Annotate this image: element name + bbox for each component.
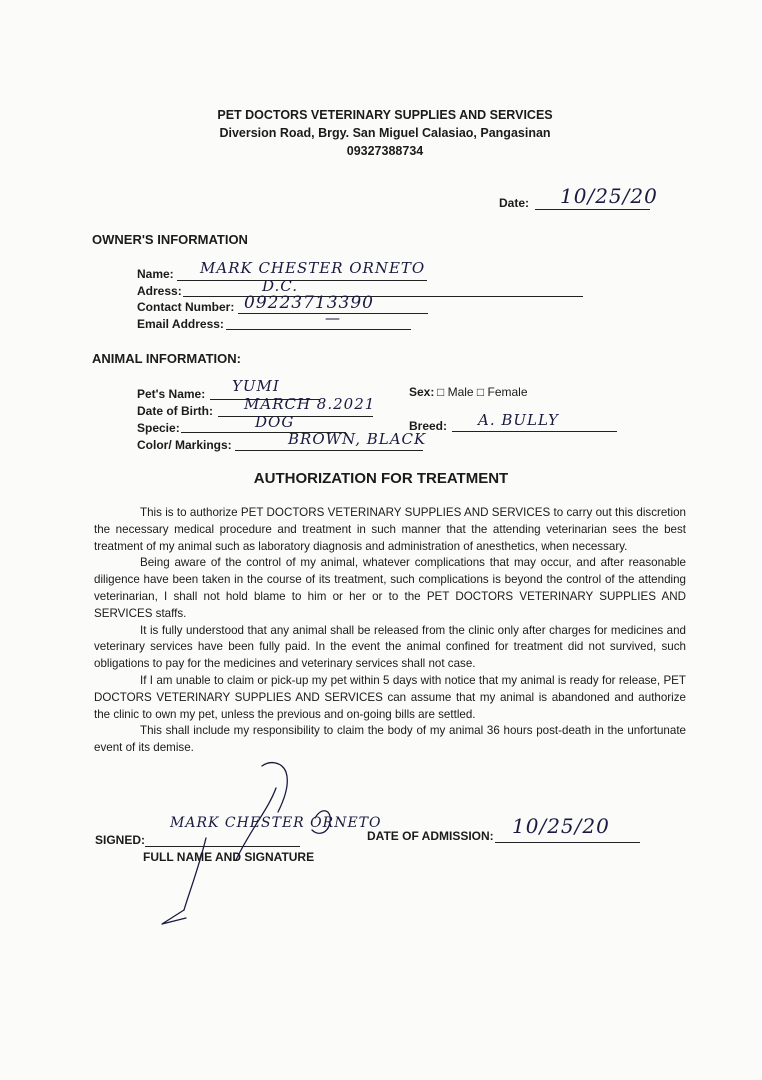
specie-value: DOG	[255, 413, 295, 431]
sex-options: □ Male □ Female	[437, 385, 528, 399]
business-phone: 09327388734	[346, 144, 424, 158]
specie-label: Specie:	[137, 421, 180, 435]
business-address: Diversion Road, Brgy. San Miguel Calasiao, Pangasinan	[219, 126, 551, 140]
color-label: Color/ Markings:	[137, 438, 232, 452]
owner-contact-value: 09223713390	[244, 293, 374, 313]
date-value: 10/25/20	[560, 184, 658, 208]
paragraph-2: Being aware of the control of my animal, whatever complications that may occur, and after reasonable diligence have been taken in the course of its treatment, such complications is beyond the control of the attending veterinarian, I shall not hold blame to him or her or to the PET DOCTORS VETERINARY SUPPLIES AND SERVICES staffs.	[94, 556, 686, 620]
owner-name-label: Name:	[137, 267, 174, 281]
dob-value: MARCH 8.2021	[244, 395, 376, 413]
color-value: BROWN, BLACK	[288, 430, 427, 448]
owner-email-value: —	[325, 309, 341, 327]
date-label: Date:	[499, 196, 530, 210]
pet-name-label: Pet's Name:	[137, 387, 206, 401]
owner-contact-label: Contact Number:	[137, 300, 235, 314]
dob-label: Date of Birth:	[137, 404, 213, 418]
sex-label: Sex:	[409, 385, 435, 399]
admission-label: DATE OF ADMISSION:	[367, 829, 494, 843]
breed-label: Breed:	[409, 419, 448, 433]
owner-info-title: OWNER'S INFORMATION	[92, 232, 248, 247]
signed-label: SIGNED:	[95, 833, 146, 847]
admission-value: 10/25/20	[512, 814, 610, 838]
authorization-title: AUTHORIZATION FOR TREATMENT	[253, 470, 509, 487]
animal-info-title: ANIMAL INFORMATION:	[92, 351, 241, 366]
business-name: PET DOCTORS VETERINARY SUPPLIES AND SERVICES	[217, 108, 553, 122]
owner-email-label: Email Address:	[137, 317, 224, 331]
owner-address-value: D.C.	[262, 277, 298, 295]
signed-value: MARK CHESTER ORNETO	[170, 815, 382, 831]
paragraph-5: This shall include my responsibility to claim the body of my animal 36 hours post-death in the unfortunate event of its demise.	[94, 724, 686, 755]
paragraph-4: If I am unable to claim or pick-up my pet within 5 days with notice that my animal is ready for release, PET DOCTORS VETERINARY SUPPLIES AND SERVICES can assume that my animal is abandoned and authorize the clinic to own my pet, unless the previous and on-going bills are settled.	[94, 673, 686, 721]
signed-caption: FULL NAME AND SIGNATURE	[143, 850, 315, 864]
breed-value: A. BULLY	[478, 411, 559, 429]
owner-address-label: Adress:	[137, 284, 182, 298]
paragraph-1: This is to authorize PET DOCTORS VETERINARY SUPPLIES AND SERVICES to carry out this discretion the necessary medical procedure and treatment in such manner that the attending veterinarian sees the best treatment of my animal such as laboratory diagnosis and administration of anesthetics, when necessary.	[94, 506, 686, 553]
paragraph-3: It is fully understood that any animal shall be released from the clinic only after charges for medicines and veterinary services have been fully paid. In the event the animal confined for treatment did not survived, such obligations to pay for the medicines and veterinary services shall not case.	[94, 623, 686, 671]
owner-name-value: MARK CHESTER ORNETO	[200, 259, 426, 277]
pet-name-value: YUMI	[232, 377, 280, 395]
